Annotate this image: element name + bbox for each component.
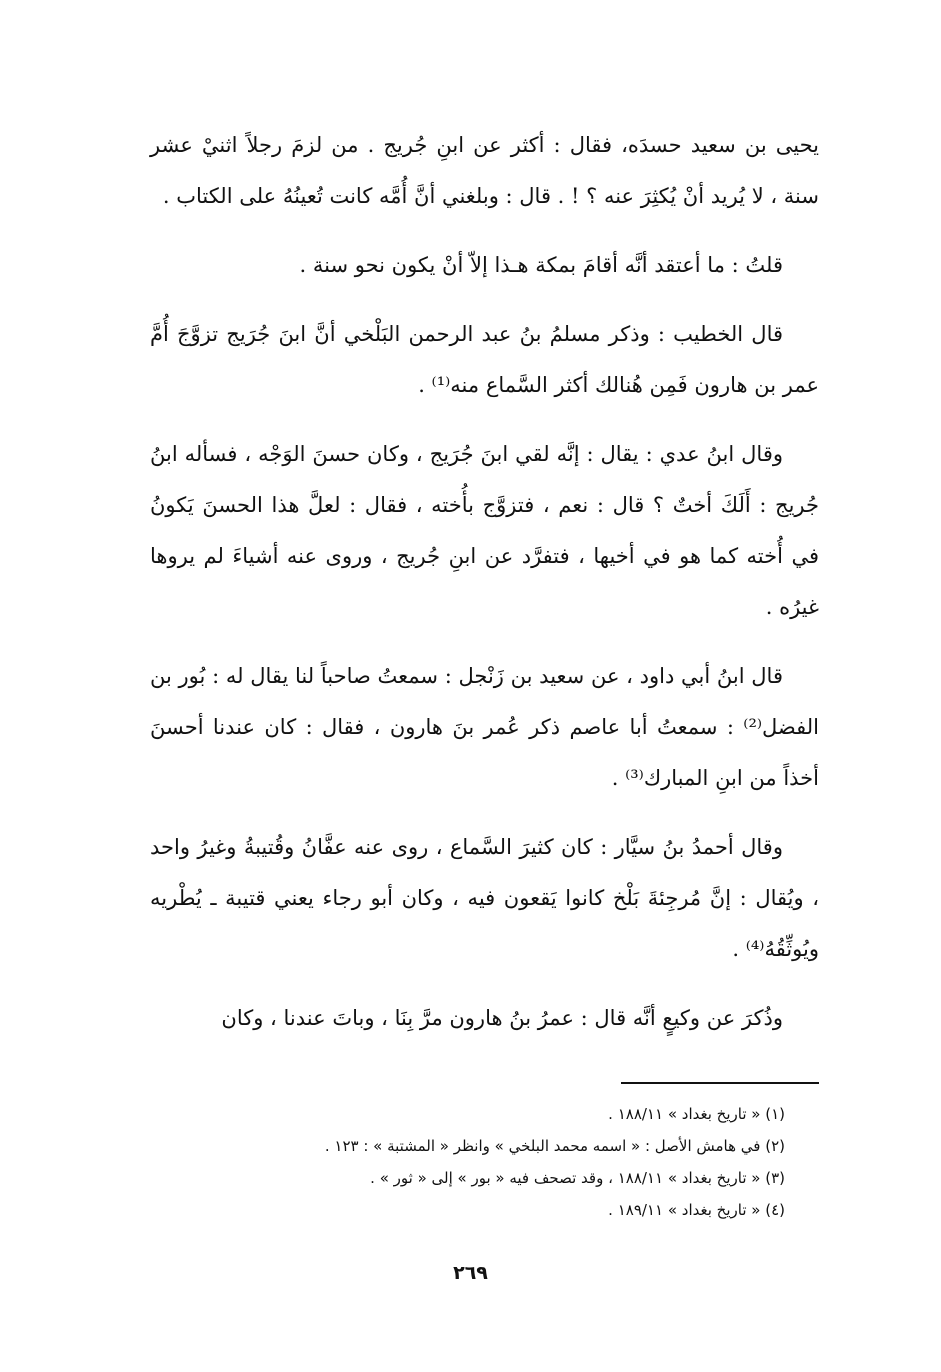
footnote-4: (٤) « تاريخ بغداد » ١٨٩/١١ . bbox=[608, 1201, 785, 1219]
paragraph-3: قال الخطيب : وذكر مسلمُ بنُ عبد الرحمن البَلْخي أنَّ ابنَ جُرَيج تزوَّجَ أُمَّ عمر بن هارون فَمِن هُنالك أكثر السَّماع منه⁽¹⁾ . bbox=[150, 322, 819, 397]
paragraph-5: قال ابنُ أبي داود ، عن سعيد بن زَنْجل : سمعتُ صاحباً لنا يقال له : بُور بن الفضل⁽²⁾ : سمعتُ أبا عاصم ذكر عُمر بنَ هارون ، فقال : كان عندنا أحسنَ أخذاً من ابنِ المبارك⁽³⁾ . bbox=[150, 664, 819, 790]
footnote-2: (٢) في هامش الأصل : « اسمه محمد البلخي » وانظر « المشتبة » : ١٢٣ . bbox=[324, 1137, 785, 1155]
page-number: ٢٦٩ bbox=[453, 1262, 488, 1284]
footnote-divider bbox=[621, 1082, 819, 1084]
paragraph-2: قلتُ : ما أعتقد أنَّه أقامَ بمكة هـذا إلاّ أنْ يكون نحو سنة . bbox=[299, 253, 783, 277]
footnotes bbox=[150, 1098, 819, 1226]
footnote-3: (٣) « تاريخ بغداد » ١٨٨/١١ ، وقد تصحف فيه « بور » إلى « ثور » . bbox=[370, 1169, 785, 1187]
paragraph-1: يحيى بن سعيد حسدَه، فقال : أكثر عن ابنِ جُريج . من لزمَ رجلاً اثنيْ عشر سنة ، لا يُريد أنْ يُكثِرَ عنه ؟ ! . قال : وبلغني أنَّ أُمَّه كانت تُعينُهُ على الكتاب . bbox=[150, 133, 819, 208]
paragraph-7: وذُكرَ عن وكيعٍ أنَّه قال : عمرُ بنُ هارون مرَّ بِنَا ، وباتَ عندنا ، وكان bbox=[221, 1006, 783, 1030]
footnote-1: (١) « تاريخ بغداد » ١٨٨/١١ . bbox=[608, 1105, 785, 1123]
paragraph-6: وقال أحمدُ بنُ سيَّار : كان كثيرَ السَّماع ، روى عنه عفَّانُ وقُتيبةُ وغيرُ واحد ، ويُقال : إنَّ مُرجِئةَ بَلْخ كانوا يَقعون فيه ، وكان أبو رجاء يعني قتيبة ـ يُطْريه ويُوثِّقُهُ⁽⁴⁾ . bbox=[150, 835, 819, 961]
paragraph-4: وقال ابنُ عدي : يقال : إنَّه لقي ابنَ جُرَيج ، وكان حسنَ الوَجْه ، فسأله ابنُ جُريج : أَلَكَ أختٌ ؟ قال : نعم ، فتزوَّج بأُخته ، فقال : لعلَّ هذا الحسنَ يَكونُ في أُخته كما هو في أخيها ، فتفرَّد عن ابنِ جُريج ، وروى عنه أشياءَ لم يروها غيرُه . bbox=[150, 442, 819, 619]
main-text bbox=[150, 120, 819, 1062]
